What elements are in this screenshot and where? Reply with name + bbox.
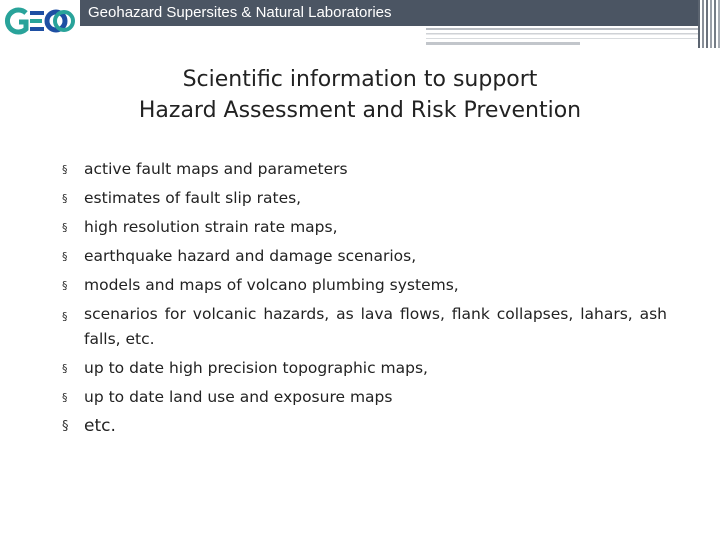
bullet-text: earthquake hazard and damage scenarios, xyxy=(84,247,417,265)
bullet-marker: § xyxy=(62,250,68,263)
list-item xyxy=(62,271,667,300)
slide-title xyxy=(80,64,640,126)
list-item xyxy=(62,213,667,242)
list-item xyxy=(62,300,667,354)
list-item xyxy=(62,242,667,271)
bullet-list xyxy=(62,155,667,441)
bullet-text: up to date land use and exposure maps xyxy=(84,388,393,406)
bullet-marker: § xyxy=(62,192,68,205)
list-item xyxy=(62,412,667,441)
list-item xyxy=(62,155,667,184)
bullet-text: high resolution strain rate maps, xyxy=(84,218,338,236)
bullet-marker: § xyxy=(62,279,68,292)
bullet-marker: § xyxy=(62,419,69,434)
header-title: Geohazard Supersites & Natural Laboratories xyxy=(88,4,392,21)
bullet-text: active fault maps and parameters xyxy=(84,160,348,178)
slide-title-line-1: Scientific information to support xyxy=(182,67,538,92)
header-underline xyxy=(80,26,700,50)
decorative-stripes xyxy=(698,0,720,48)
bullet-text: up to date high precision topographic maps, xyxy=(84,359,428,377)
bullet-text: etc. xyxy=(84,416,116,436)
header-bar xyxy=(80,0,698,26)
list-item xyxy=(62,354,667,383)
bullet-text: models and maps of volcano plumbing systems, xyxy=(84,276,459,294)
bullet-text: estimates of fault slip rates, xyxy=(84,189,302,207)
list-item xyxy=(62,383,667,412)
bullet-marker: § xyxy=(62,221,68,234)
slide-title-line-2: Hazard Assessment and Risk Prevention xyxy=(138,98,582,123)
list-item xyxy=(62,184,667,213)
geo-logo xyxy=(4,4,76,38)
bullet-marker: § xyxy=(62,310,68,323)
bullet-marker: § xyxy=(62,362,68,375)
bullet-marker: § xyxy=(62,391,68,404)
bullet-marker: § xyxy=(62,163,68,176)
bullet-text: scenarios for volcanic hazards, as lava flows, flank collapses, lahars, ash falls, etc. xyxy=(84,305,667,348)
